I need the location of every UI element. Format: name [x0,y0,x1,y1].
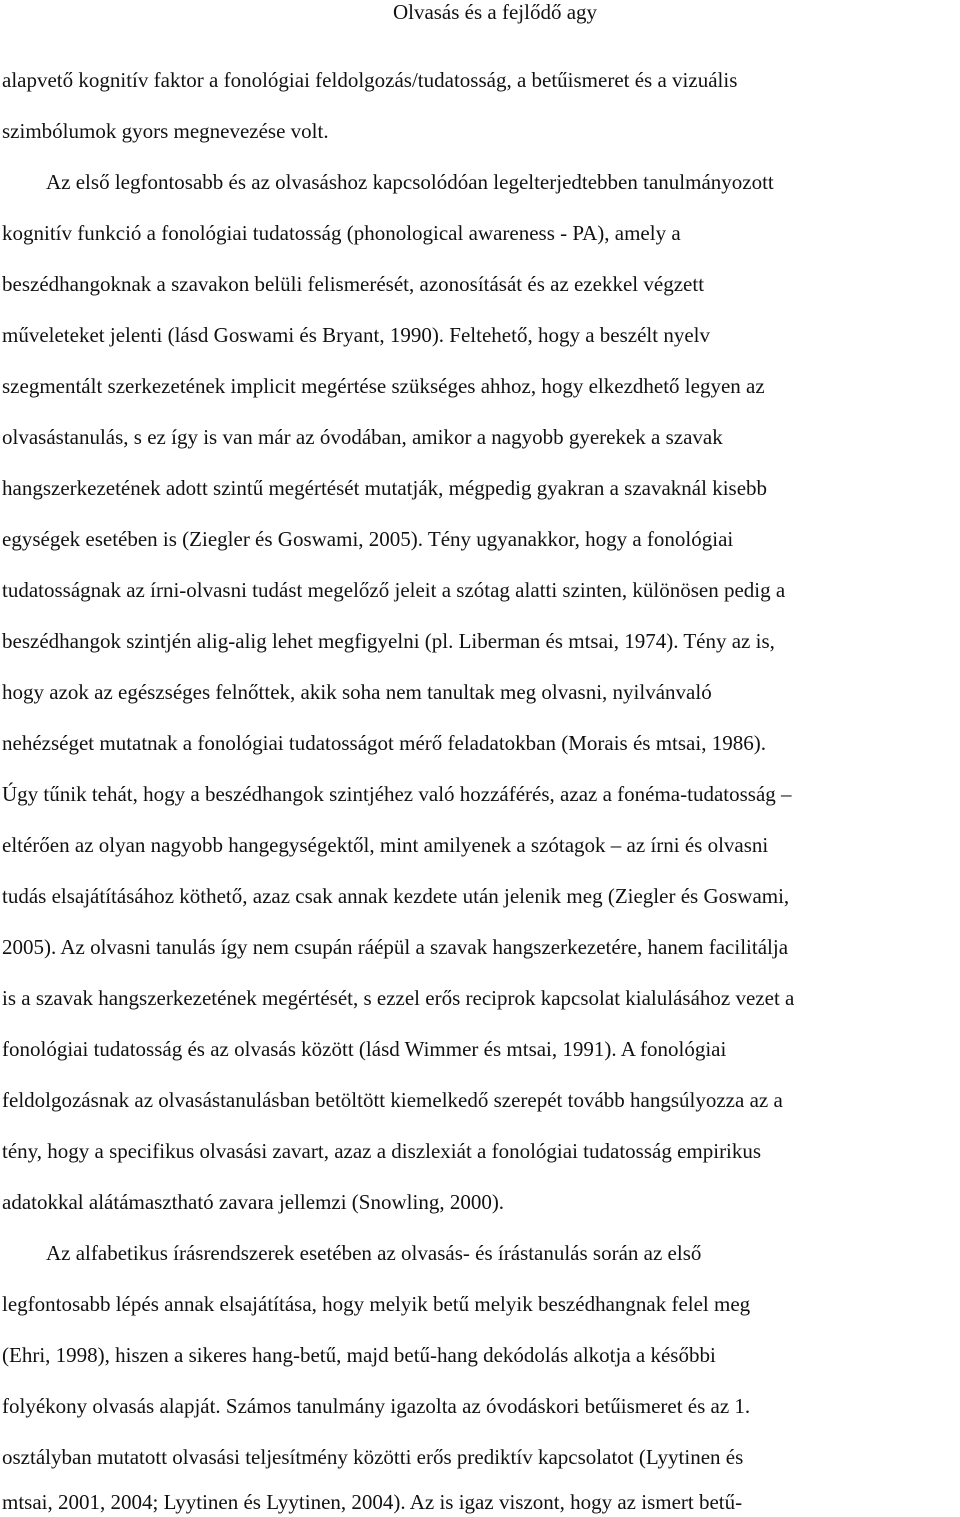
text-line: feldolgozásnak az olvasástanulásban betöltött kiemelkedő szerepét tovább hangsúlyozza az a [2,1088,783,1112]
text-line: eltérően az olyan nagyobb hangegységektől, mint amilyenek a szótagok – az írni és olvasni [2,833,769,857]
text-line: hogy azok az egészséges felnőttek, akik soha nem tanultak meg olvasni, nyilvánvaló [2,680,712,704]
text-line: folyékony olvasás alapját. Számos tanulmány igazolta az óvodáskori betűismeret és az 1. [2,1394,751,1418]
text-line: Úgy tűnik tehát, hogy a beszédhangok szintjéhez való hozzáférés, azaz a fonéma-tudatosság – [2,782,792,806]
text-line: is a szavak hangszerkezetének megértését, s ezzel erős reciprok kapcsolat kialulásához vezet a [2,986,795,1010]
text-line: műveleteket jelenti (lásd Goswami és Bryant, 1990). Feltehető, hogy a beszélt nyelv [2,323,710,347]
text-line: 2005). Az olvasni tanulás így nem csupán ráépül a szavak hangszerkezetére, hanem facilitálja [2,935,789,959]
text-line: nehézséget mutatnak a fonológiai tudatosságot mérő feladatokban (Morais és mtsai, 1986). [2,731,766,755]
text-line: mtsai, 2001, 2004; Lyytinen és Lyytinen, 2004). Az is igaz viszont, hogy az ismert betű- [2,1490,743,1514]
text-line: kognitív funkció a fonológiai tudatosság (phonological awareness - PA), amely a [2,221,681,245]
text-line: tudás elsajátításához köthető, azaz csak annak kezdete után jelenik meg (Ziegler és Goswami, [2,884,790,908]
text-line: olvasástanulás, s ez így is van már az óvodában, amikor a nagyobb gyerekek a szavak [2,425,723,449]
text-line: beszédhangok szintjén alig-alig lehet megfigyelni (pl. Liberman és mtsai, 1974). Tény az is, [2,629,775,653]
text-line: tudatosságnak az írni-olvasni tudást megelőző jeleit a szótag alatti szinten, különösen pedig a [2,578,786,602]
text-line: (Ehri, 1998), hiszen a sikeres hang-betű, majd betű-hang dekódolás alkotja a későbbi [2,1343,716,1367]
text-line: legfontosabb lépés annak elsajátítása, hogy melyik betű melyik beszédhangnak felel meg [2,1292,751,1316]
text-line: Az első legfontosabb és az olvasáshoz kapcsolódóan legelterjedtebben tanulmányozott [46,170,774,194]
text-line: egységek esetében is (Ziegler és Goswami, 2005). Tény ugyanakkor, hogy a fonológiai [2,527,734,551]
page-header: Olvasás és a fejlődő agy [392,0,598,24]
text-line: hangszerkezetének adott szintű megértését mutatják, mégpedig gyakran a szavaknál kisebb [2,476,768,500]
text-line: szimbólumok gyors megnevezése volt. [2,119,329,143]
text-line: tény, hogy a specifikus olvasási zavart, azaz a diszlexiát a fonológiai tudatosság empirikus [2,1139,762,1163]
text-line: adatokkal alátámasztható zavara jellemzi (Snowling, 2000). [2,1190,505,1214]
text-line: alapvető kognitív faktor a fonológiai feldolgozás/tudatosság, a betűismeret és a vizuális [2,68,738,92]
text-line: beszédhangoknak a szavakon belüli felismerését, azonosítását és az ezekkel végzett [2,272,705,296]
text-line: fonológiai tudatosság és az olvasás között (lásd Wimmer és mtsai, 1991). A fonológiai [2,1037,727,1061]
text-line: osztályban mutatott olvasási teljesítmény közötti erős prediktív kapcsolatot (Lyytinen és [2,1445,744,1469]
text-line: Az alfabetikus írásrendszerek esetében az olvasás- és írástanulás során az első [46,1241,702,1265]
text-line: szegmentált szerkezetének implicit megértése szükséges ahhoz, hogy elkezdhető legyen az [2,374,765,398]
